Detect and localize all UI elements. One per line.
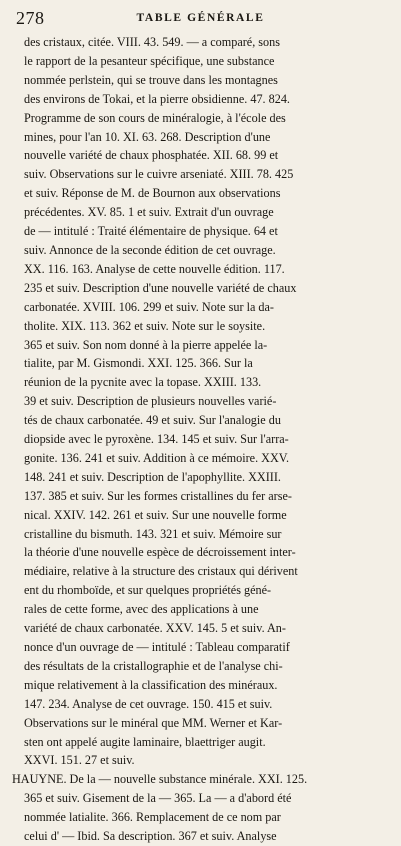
text-line: cristalline du bismuth. 143. 321 et suiv. Mémoire sur — [24, 526, 282, 541]
text-line: des résultats de la cristallographie et de l'analyse chi- — [24, 658, 283, 673]
text-line: celui d' — Ibid. Sa description. 367 et suiv. Analyse — [24, 829, 277, 844]
text-line: mique relativement à la classification des minéraux. — [24, 677, 278, 692]
text-line: précédentes. XV. 85. 1 et suiv. Extrait d'un ouvrage — [24, 205, 274, 220]
running-head: TABLE GÉNÉRALE — [136, 12, 265, 24]
text-line: Programme de son cours de minéralogie, à l'école des — [24, 110, 286, 125]
text-line: des cristaux, citée. VIII. 43. 549. — a comparé, sons — [24, 35, 280, 49]
text-line: rales de cette forme, avec des applications à une — [24, 602, 259, 617]
text-line: nouvelle variété de chaux phosphatée. XII. 68. 99 et — [24, 148, 279, 163]
text-line: nommée latialite. 366. Remplacement de ce nom par — [24, 810, 281, 825]
text-line: suiv. Observations sur le cuivre arseniaté. XIII. 78. 425 — [24, 167, 294, 182]
text-line: suiv. Annonce de la seconde édition de cet ouvrage. — [24, 242, 276, 257]
text-line: nommée perlstein, qui se trouve dans les montagnes — [24, 72, 278, 87]
text-line: de — intitulé : Traité élémentaire de physique. 64 et — [24, 224, 278, 239]
text-line: 147. 234. Analyse de cet ouvrage. 150. 415 et suiv. — [24, 696, 273, 711]
text-line: nical. XXIV. 142. 261 et suiv. Sur une nouvelle forme — [24, 507, 287, 522]
text-line: tialite, par M. Gismondi. XXI. 125. 366. Sur la — [24, 356, 253, 371]
text-line: réunion de la pycnite avec la topase. XXIII. 133. — [24, 375, 262, 390]
text-line: nonce d'un ouvrage de — intitulé : Tableau comparatif — [24, 640, 290, 654]
text-line: Observations sur le minéral que MM. Werner et Kar- — [24, 715, 283, 730]
text-line: des environs de Tokai, et la pierre obsidienne. 47. 824. — [24, 91, 290, 106]
entry-heading-line: HAUYNE. De la — nouvelle substance minérale. XXI. 125. — [12, 772, 308, 787]
text-line: le rapport de la pesanteur spécifique, une substance — [24, 53, 275, 68]
page-header — [0, 8, 401, 32]
text-line: carbonatée. XVIII. 106. 299 et suiv. Note sur la da- — [24, 299, 274, 314]
text-line: diopside avec le pyroxène. 134. 145 et suiv. Sur l'arra- — [24, 432, 289, 447]
text-line: variété de chaux carbonatée. XXV. 145. 5 et suiv. An- — [24, 621, 286, 636]
page-number: 278 — [16, 8, 45, 28]
text-line: 365 et suiv. Gisement de la — 365. La — a d'abord été — [24, 791, 292, 806]
text-line: ent du rhomboïde, et sur quelques propriétés géné- — [24, 583, 272, 598]
text-line: XX. 116. 163. Analyse de cette nouvelle édition. 117. — [24, 261, 285, 276]
text-line: 365 et suiv. Son nom donné à la pierre appelée la- — [24, 337, 268, 352]
text-line: 235 et suiv. Description d'une nouvelle variété de chaux — [24, 280, 297, 295]
text-line: tés de chaux carbonatée. 49 et suiv. Sur l'analogie du — [24, 413, 281, 428]
text-line: 137. 385 et suiv. Sur les formes cristallines du fer arse- — [24, 488, 292, 503]
text-line: médiaire, relative à la structure des cristaux qui dérivent — [24, 564, 298, 579]
text-line: la théorie d'une nouvelle espèce de décroissement inter- — [24, 545, 296, 560]
index-entries — [12, 33, 390, 846]
text-line: XXVI. 151. 27 et suiv. — [24, 753, 135, 768]
text-line: gonite. 136. 241 et suiv. Addition à ce mémoire. XXV. — [24, 450, 290, 465]
text-line: 148. 241 et suiv. Description de l'apophyllite. XXIII. — [24, 469, 281, 484]
text-line: tholite. XIX. 113. 362 et suiv. Note sur le soysite. — [24, 318, 266, 333]
text-line: mines, pour l'an 10. XI. 63. 268. Description d'une — [24, 129, 271, 144]
text-line: et suiv. Réponse de M. de Bournon aux observations — [24, 186, 281, 201]
text-line: sten ont appelé augite laminaire, blaettriger augit. — [24, 734, 266, 749]
text-line: 39 et suiv. Description de plusieurs nouvelles varié- — [24, 394, 277, 409]
